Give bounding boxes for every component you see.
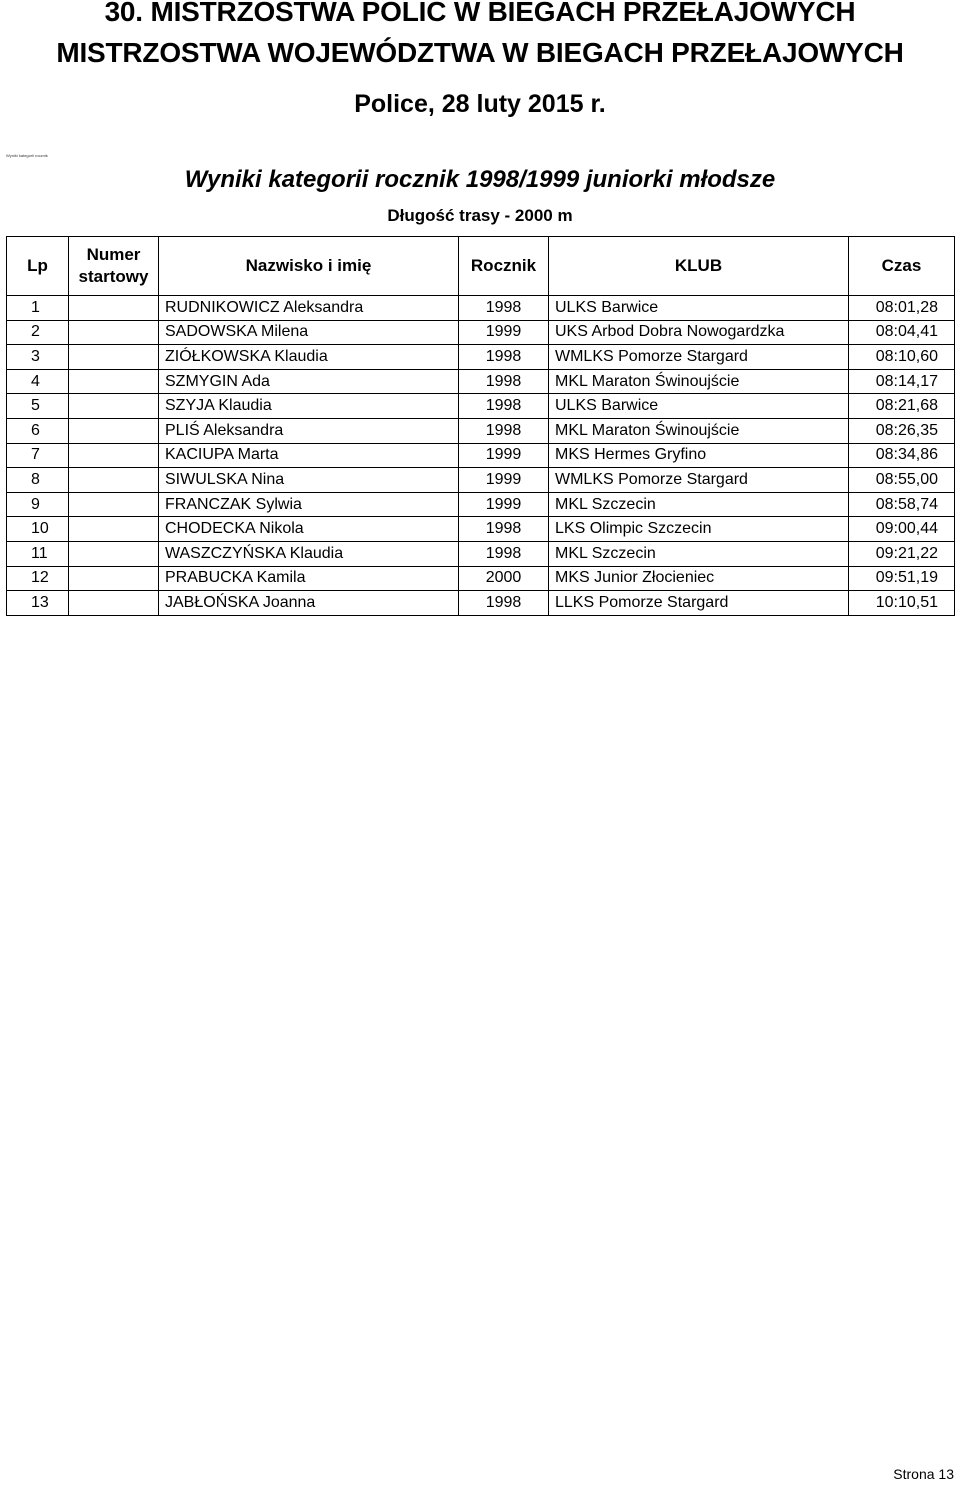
cell-name: WASZCZYŃSKA Klaudia	[159, 541, 459, 566]
cell-year: 1998	[459, 369, 549, 394]
cell-name: ZIÓŁKOWSKA Klaudia	[159, 345, 459, 370]
table-row	[7, 418, 955, 443]
main-title-line1: 30. MISTRZOSTWA POLIC W BIEGACH PRZEŁAJOWYCH	[104, 0, 856, 27]
cell-club: ULKS Barwice	[549, 296, 849, 321]
results-body	[7, 296, 955, 616]
cell-start-number	[69, 418, 159, 443]
table-row	[7, 492, 955, 517]
table-row	[7, 394, 955, 419]
cell-year: 1999	[459, 492, 549, 517]
cell-start-number	[69, 517, 159, 542]
cell-name: JABŁOŃSKA Joanna	[159, 591, 459, 616]
cell-year: 1999	[459, 320, 549, 345]
cell-lp: 3	[7, 345, 69, 370]
table-row	[7, 591, 955, 616]
col-club-header: KLUB	[549, 237, 849, 296]
tiny-note: Wyniki kategorii rocznik	[6, 153, 48, 158]
cell-year: 1998	[459, 591, 549, 616]
cell-year: 1999	[459, 443, 549, 468]
table-row	[7, 369, 955, 394]
cell-lp: 12	[7, 566, 69, 591]
cell-lp: 7	[7, 443, 69, 468]
cell-name: SIWULSKA Nina	[159, 468, 459, 493]
cell-start-number	[69, 591, 159, 616]
results-table	[6, 236, 955, 616]
cell-club: MKL Maraton Świnoujście	[549, 369, 849, 394]
cell-start-number	[69, 320, 159, 345]
cell-name: SZMYGIN Ada	[159, 369, 459, 394]
distance-label: Długość trasy - 2000 m	[387, 206, 573, 225]
cell-lp: 8	[7, 468, 69, 493]
cell-start-number	[69, 369, 159, 394]
cell-name: CHODECKA Nikola	[159, 517, 459, 542]
cell-time: 09:00,44	[849, 517, 955, 542]
table-row	[7, 345, 955, 370]
cell-lp: 1	[7, 296, 69, 321]
cell-start-number	[69, 566, 159, 591]
cell-time: 08:55,00	[849, 468, 955, 493]
col-number-header	[69, 237, 159, 296]
col-number-header-line2: startowy	[78, 267, 149, 286]
cell-club: MKS Hermes Gryfino	[549, 443, 849, 468]
cell-time: 08:34,86	[849, 443, 955, 468]
cell-lp: 11	[7, 541, 69, 566]
cell-start-number	[69, 394, 159, 419]
cell-start-number	[69, 345, 159, 370]
cell-lp: 5	[7, 394, 69, 419]
cell-start-number	[69, 443, 159, 468]
cell-year: 1998	[459, 394, 549, 419]
cell-time: 08:58,74	[849, 492, 955, 517]
table-header-row	[7, 237, 955, 296]
cell-club: MKS Junior Złocieniec	[549, 566, 849, 591]
cell-start-number	[69, 468, 159, 493]
col-number-header-line1: Numer	[86, 245, 141, 264]
cell-name: FRANCZAK Sylwia	[159, 492, 459, 517]
cell-time: 09:21,22	[849, 541, 955, 566]
page-number: Strona 13	[893, 1466, 954, 1482]
cell-year: 1998	[459, 345, 549, 370]
cell-club: MKL Szczecin	[549, 492, 849, 517]
cell-time: 08:04,41	[849, 320, 955, 345]
table-row	[7, 296, 955, 321]
cell-time: 08:21,68	[849, 394, 955, 419]
cell-year: 1998	[459, 418, 549, 443]
cell-lp: 6	[7, 418, 69, 443]
cell-year: 1998	[459, 541, 549, 566]
cell-time: 08:14,17	[849, 369, 955, 394]
cell-year: 1998	[459, 296, 549, 321]
cell-time: 10:10,51	[849, 591, 955, 616]
cell-lp: 13	[7, 591, 69, 616]
cell-club: MKL Maraton Świnoujście	[549, 418, 849, 443]
cell-club: UKS Arbod Dobra Nowogardzka	[549, 320, 849, 345]
cell-name: KACIUPA Marta	[159, 443, 459, 468]
cell-name: PLIŚ Aleksandra	[159, 418, 459, 443]
place-date: Police, 28 luty 2015 r.	[354, 90, 606, 118]
cell-lp: 9	[7, 492, 69, 517]
cell-time: 09:51,19	[849, 566, 955, 591]
cell-time: 08:10,60	[849, 345, 955, 370]
cell-club: WMLKS Pomorze Stargard	[549, 345, 849, 370]
category-title: Wyniki kategorii rocznik 1998/1999 juniorki młodsze	[184, 166, 776, 193]
table-row	[7, 541, 955, 566]
cell-club: LLKS Pomorze Stargard	[549, 591, 849, 616]
cell-year: 1999	[459, 468, 549, 493]
cell-name: PRABUCKA Kamila	[159, 566, 459, 591]
cell-name: SZYJA Klaudia	[159, 394, 459, 419]
col-lp-header: Lp	[7, 237, 69, 296]
cell-year: 2000	[459, 566, 549, 591]
cell-club: LKS Olimpic Szczecin	[549, 517, 849, 542]
cell-name: RUDNIKOWICZ Aleksandra	[159, 296, 459, 321]
cell-time: 08:01,28	[849, 296, 955, 321]
cell-time: 08:26,35	[849, 418, 955, 443]
table-row	[7, 443, 955, 468]
main-title-line2: MISTRZOSTWA WOJEWÓDZTWA W BIEGACH PRZEŁAJOWYCH	[56, 37, 904, 68]
cell-start-number	[69, 296, 159, 321]
cell-start-number	[69, 492, 159, 517]
cell-lp: 4	[7, 369, 69, 394]
table-row	[7, 517, 955, 542]
cell-club: MKL Szczecin	[549, 541, 849, 566]
cell-lp: 10	[7, 517, 69, 542]
cell-club: ULKS Barwice	[549, 394, 849, 419]
table-row	[7, 468, 955, 493]
table-row	[7, 320, 955, 345]
cell-name: SADOWSKA Milena	[159, 320, 459, 345]
cell-lp: 2	[7, 320, 69, 345]
col-year-header: Rocznik	[459, 237, 549, 296]
col-name-header: Nazwisko i imię	[159, 237, 459, 296]
table-row	[7, 566, 955, 591]
cell-year: 1998	[459, 517, 549, 542]
col-time-header: Czas	[849, 237, 955, 296]
cell-start-number	[69, 541, 159, 566]
cell-club: WMLKS Pomorze Stargard	[549, 468, 849, 493]
